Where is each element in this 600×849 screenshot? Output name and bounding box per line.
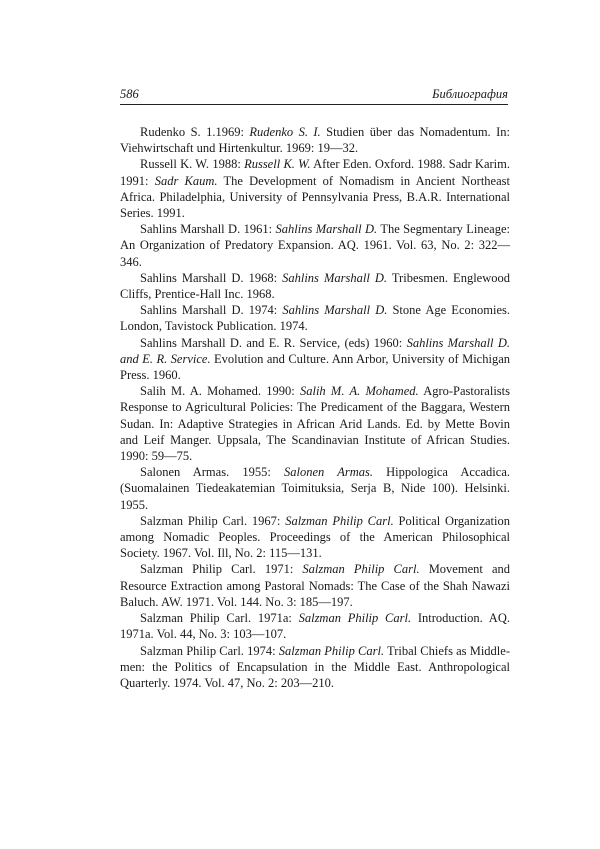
entry-text: Salzman Philip Carl. 1971:: [140, 562, 303, 577]
entry-text: Salzman Philip Carl. 1971a:: [140, 611, 299, 626]
bibliography-entry: [120, 156, 510, 221]
entry-text: Sahlins Marshall D. 1961:: [140, 222, 276, 237]
entry-author-italic: Sahlins Marshall D. and E. R. Service.: [120, 335, 510, 366]
running-head: [120, 87, 508, 105]
entry-author-italic: Salih M. A. Mohamed.: [299, 384, 419, 399]
bibliography-entry: [120, 270, 510, 302]
entry-author-italic: Salonen Armas.: [283, 465, 373, 480]
bibliography-entry: [120, 561, 510, 610]
entry-text: Salzman Philip Carl. 1967:: [140, 513, 286, 528]
entry-text: Sahlins Marshall D. and E. R. Service, (eds) 1960:: [140, 335, 407, 350]
entry-text: Salzman Philip Carl. 1974:: [140, 643, 279, 658]
entry-author-italic: Salzman Philip Carl.: [302, 562, 420, 577]
entry-author-italic: Sahlins Marshall D.: [282, 303, 388, 318]
entry-author-italic: Sahlins Marshall D.: [275, 222, 378, 237]
entry-text: Sahlins Marshall D. 1974:: [140, 303, 283, 318]
entry-text: Salih M. A. Mohamed. 1990:: [140, 384, 300, 399]
entry-text: Stone Age Economies. London, Tavistock Publication. 1974.: [120, 303, 510, 334]
entry-text: Movement and Resource Extraction among Pastoral Nomads: The Case of the Shah Nawazi Baluch. AW. 1971. Vol. 144. No. 3: 185—197.: [120, 562, 510, 609]
entry-text: Hippologica Accadica. (Suomalainen Tiedeakatemian Toimituksia, Serja B, Nide 100). Helsinki. 1955.: [120, 465, 511, 512]
entry-text: Studien über das Nomadentum. In: Viehwirtschaft und Hirtenkultur. 1969: 19—32.: [120, 125, 510, 156]
entry-author-italic: Sadr Kaum.: [154, 173, 218, 188]
entry-text: Political Organization among Nomadic Peoples. Proceedings of the American Philosophical Society. 1967. Vol. Ill, No. 2: 115—131.: [120, 513, 510, 561]
bibliography-entry: [120, 610, 510, 642]
bibliography-entry: [120, 643, 510, 692]
bibliography-entry: [120, 513, 510, 562]
entry-author-italic: Salzman Philip Carl.: [278, 643, 385, 658]
entry-text: Introduction. AQ. 1971a. Vol. 44, No. 3: 103—107.: [120, 611, 510, 642]
entry-text: After Eden. Oxford. 1988. Sadr Karim. 1991:: [120, 157, 510, 188]
entry-text: The Development of Nomadism in Ancient Northeast Africa. Philadelphia, University of Pennsylvania Press, B.A.R. International Series. 1991.: [120, 173, 510, 221]
page-number: 586: [120, 87, 139, 101]
bibliography-entry: [120, 383, 510, 464]
entry-text: Tribesmen. Englewood Cliffs, Prentice-Hall Inc. 1968.: [120, 270, 510, 302]
entry-text: Evolution and Culture. Ann Arbor, University of Michigan Press. 1960.: [120, 351, 510, 383]
entry-text: Tribal Chiefs as Middlemen: the Politics of Encapsulation in the Middle East. Anthropological Quarterly. 1974. Vol. 47, No. 2: 203—210.: [120, 643, 510, 690]
entry-author-italic: Sahlins Marshall D.: [282, 270, 388, 285]
entry-author-italic: Salzman Philip Carl.: [298, 611, 412, 626]
bibliography-entry: [120, 464, 510, 513]
entry-author-italic: Rudenko S. I.: [249, 125, 321, 139]
bibliography-entry: [120, 221, 510, 270]
bibliography-entry: [120, 302, 510, 334]
bibliography-entry: [120, 124, 510, 156]
bibliography-entry: [120, 335, 510, 384]
entry-text: Salonen Armas. 1955:: [140, 465, 284, 480]
entry-text: Russell K. W. 1988:: [140, 157, 245, 172]
entry-text: Rudenko S. 1.1969:: [140, 125, 250, 139]
entry-author-italic: Russell K. W.: [244, 157, 311, 172]
section-title: Библиография: [432, 87, 508, 101]
entry-author-italic: Salzman Philip Carl.: [285, 513, 394, 528]
bibliography-list: [120, 124, 510, 691]
entry-text: Agro-Pastoralists Response to Agricultural Policies: The Predicament of the Baggara, Western Sudan. In: Adaptive Strategies in African Arid Lands. Ed. by Mette Bovin and Leif Manger. Uppsala, The Scandinavian Institute of African Studies. 1990: 59—75.: [120, 384, 510, 464]
entry-text: The Segmentary Lineage: An Organization of Predatory Expansion. AQ. 1961. Vol. 63, No. 2: 322—346.: [120, 222, 511, 269]
entry-text: Sahlins Marshall D. 1968:: [140, 270, 283, 285]
